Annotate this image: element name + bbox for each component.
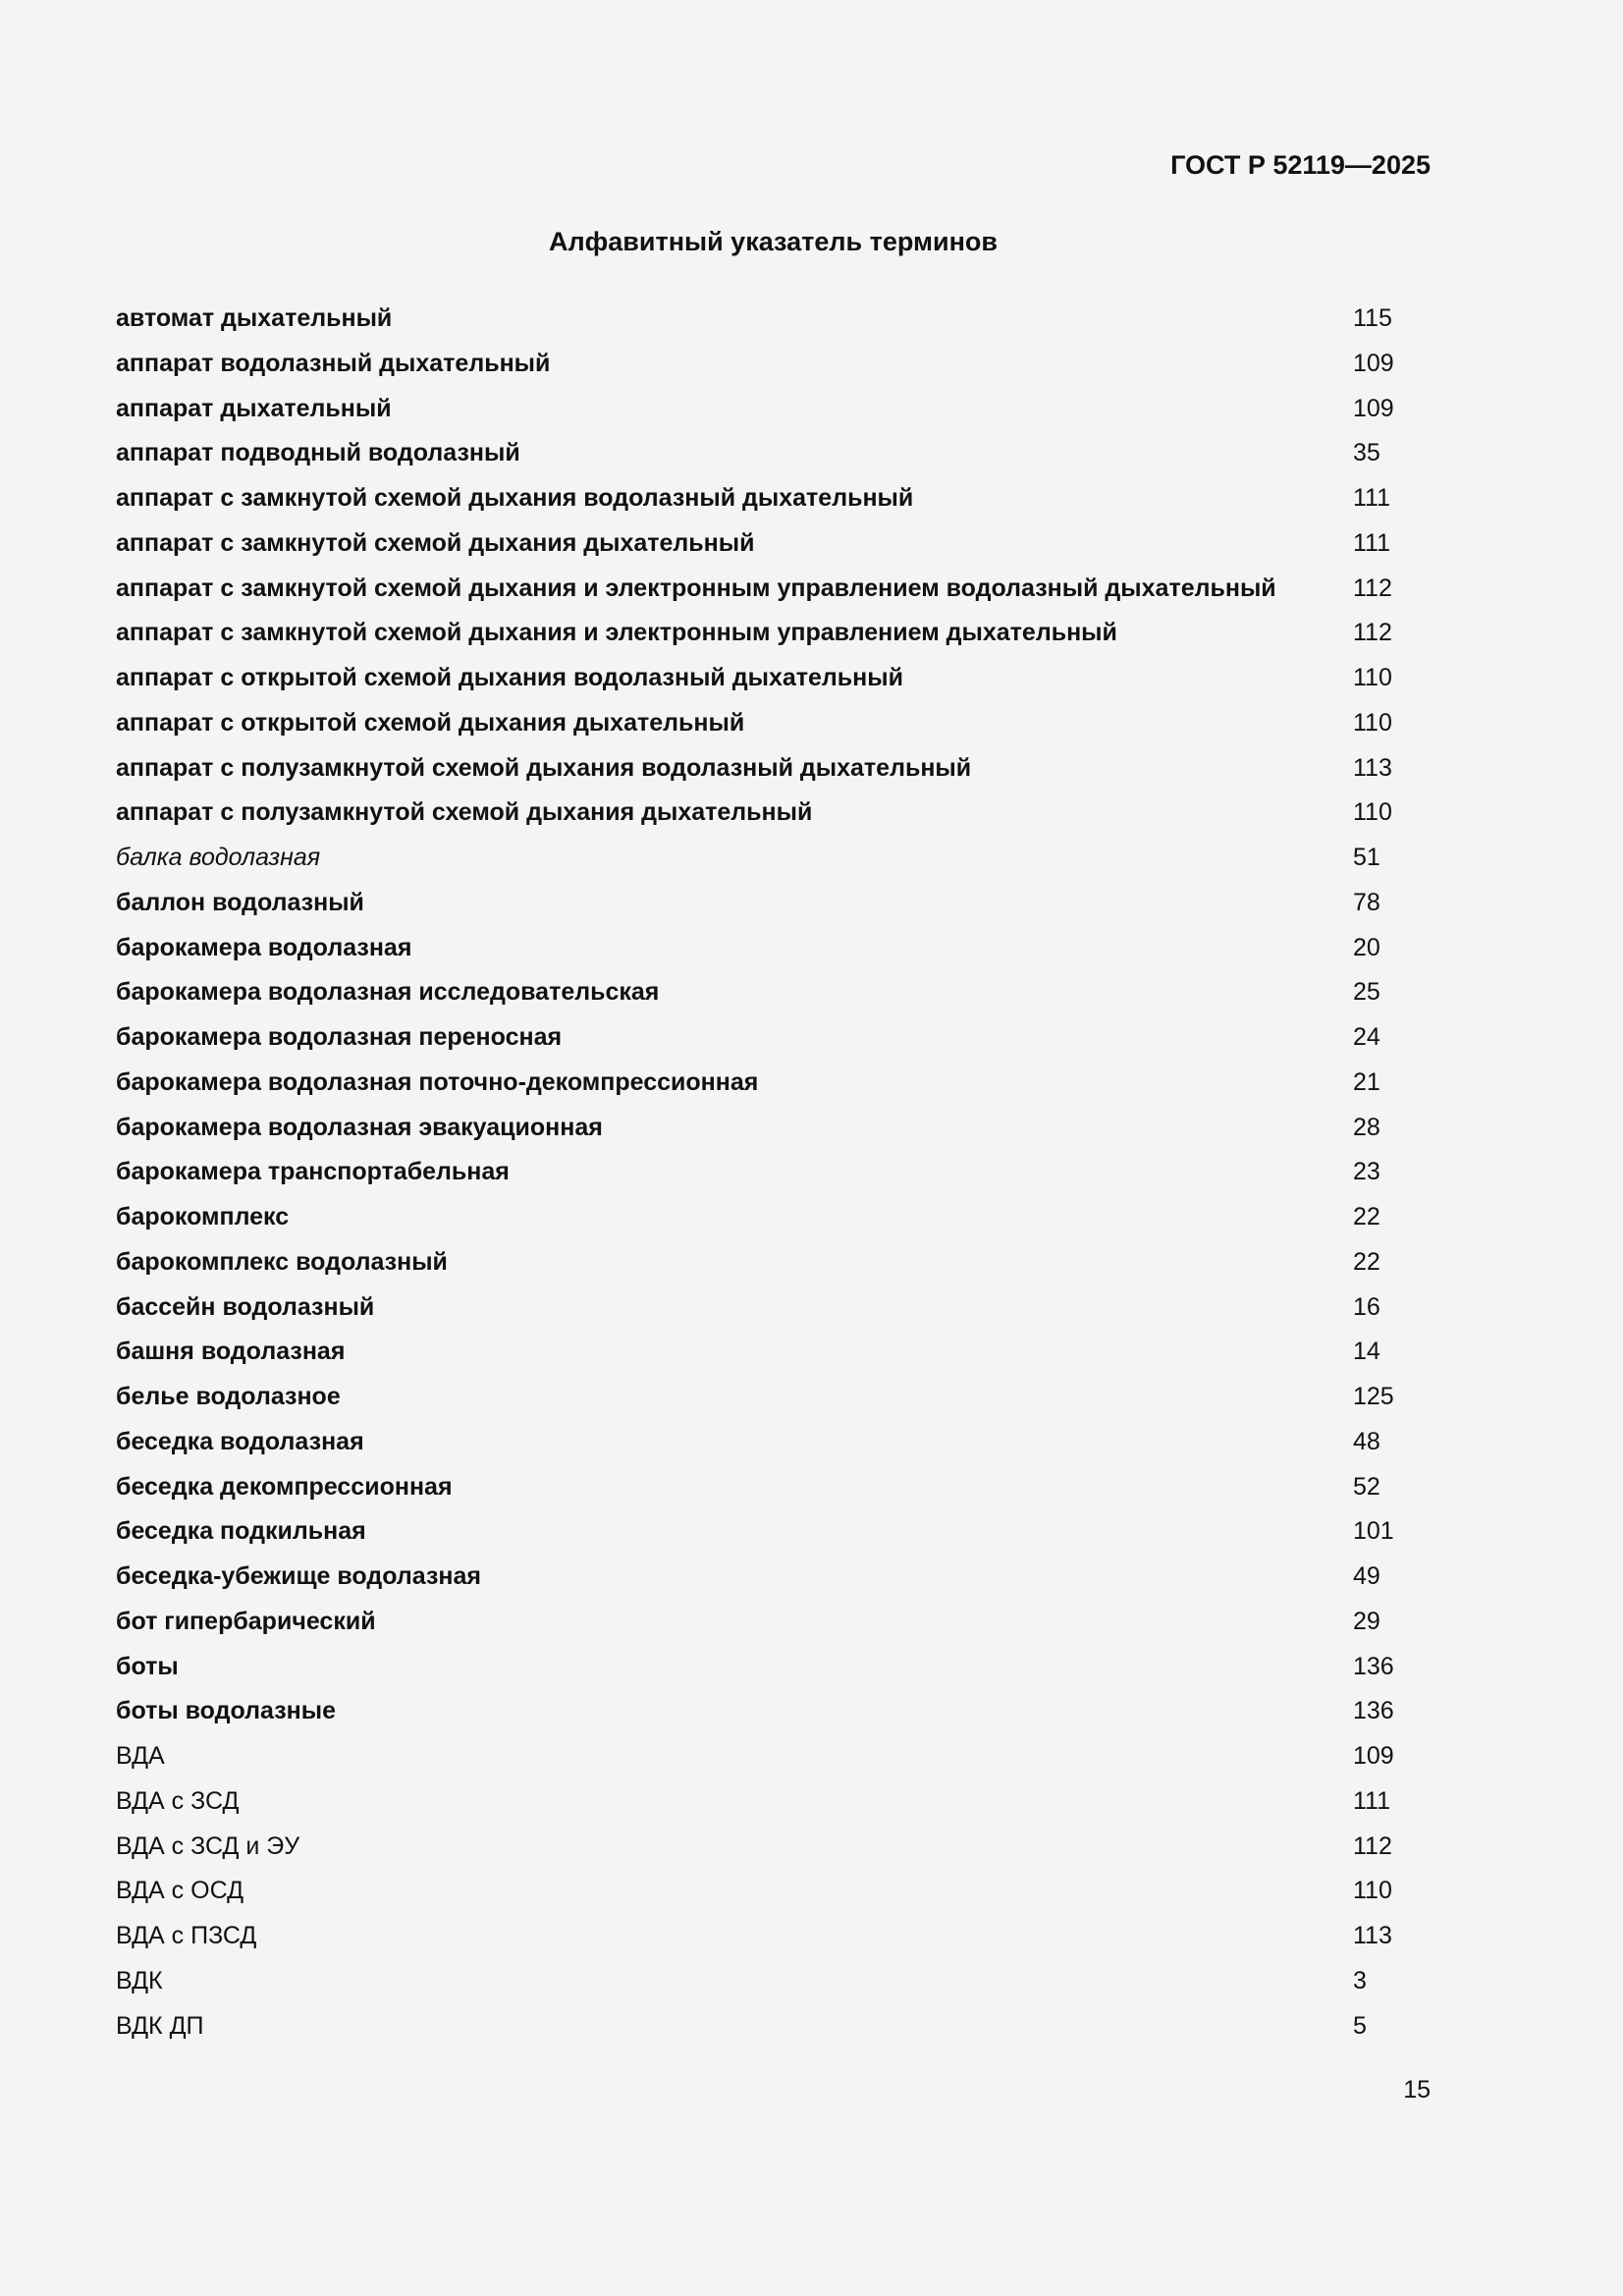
index-row — [116, 1065, 1432, 1110]
index-term: беседка водолазная — [116, 1427, 364, 1455]
index-number: 3 — [1353, 1966, 1367, 1995]
index-row — [116, 1604, 1432, 1649]
index-term: башня водолазная — [116, 1338, 346, 1366]
index-term: ВДА с ПЗСД — [116, 1922, 257, 1949]
index-number: 110 — [1353, 1877, 1392, 1905]
index-term: аппарат с замкнутой схемой дыхания дыхательный — [116, 528, 755, 557]
index-row — [116, 1693, 1432, 1738]
index-term: бассейн водолазный — [116, 1292, 375, 1321]
index-row — [116, 1829, 1432, 1874]
index-number: 110 — [1353, 798, 1392, 827]
index-number: 25 — [1353, 978, 1380, 1007]
index-term: аппарат дыхательный — [116, 394, 392, 422]
index-number: 111 — [1353, 1786, 1391, 1815]
index-number: 112 — [1353, 1831, 1392, 1860]
index-term: аппарат с замкнутой схемой дыхания водолазный дыхательный — [116, 484, 914, 512]
index-row — [116, 1513, 1432, 1558]
index-number: 5 — [1353, 2011, 1367, 2040]
index-number: 113 — [1353, 1922, 1392, 1949]
document-header: ГОСТ Р 52119—2025 — [1170, 150, 1431, 180]
index-number: 16 — [1353, 1292, 1380, 1321]
index-term: барокомплекс водолазный — [116, 1247, 448, 1276]
index-number: 109 — [1353, 349, 1394, 377]
index-number: 111 — [1353, 484, 1391, 512]
index-term: белье водолазное — [116, 1383, 341, 1410]
index-row — [116, 1334, 1432, 1379]
index-row — [116, 525, 1432, 571]
index-number: 23 — [1353, 1158, 1380, 1186]
index-term: барокамера водолазная — [116, 933, 412, 961]
index-number: 28 — [1353, 1113, 1380, 1141]
index-term: автомат дыхательный — [116, 304, 393, 332]
index-term: аппарат подводный водолазный — [116, 439, 520, 467]
index-row — [116, 301, 1432, 346]
index-term: беседка декомпрессионная — [116, 1472, 453, 1501]
index-row — [116, 391, 1432, 436]
index-row — [116, 885, 1432, 930]
index-row — [116, 1289, 1432, 1335]
index-row — [116, 346, 1432, 391]
index-number: 35 — [1353, 439, 1380, 467]
index-row — [116, 571, 1432, 616]
index-term: беседка подкильная — [116, 1517, 366, 1546]
index-row — [116, 1783, 1432, 1829]
index-row — [116, 930, 1432, 975]
index-term: ВДК ДП — [116, 2011, 204, 2040]
index-row — [116, 480, 1432, 525]
index-row — [116, 2008, 1432, 2053]
index-row — [116, 1019, 1432, 1065]
index-number: 136 — [1353, 1697, 1394, 1725]
index-term: аппарат с полузамкнутой схемой дыхания дыхательный — [116, 798, 813, 827]
index-row — [116, 1649, 1432, 1694]
index-row — [116, 615, 1432, 660]
index-number: 109 — [1353, 394, 1394, 422]
index-number: 101 — [1353, 1517, 1394, 1546]
index-row — [116, 1918, 1432, 1963]
index-row — [116, 660, 1432, 705]
index-row — [116, 1558, 1432, 1604]
index-row — [116, 1963, 1432, 2008]
term-index — [116, 301, 1432, 2052]
index-number: 111 — [1353, 528, 1391, 557]
index-row — [116, 1469, 1432, 1514]
index-term: ВДА с ЗСД — [116, 1786, 240, 1815]
index-term: аппарат с открытой схемой дыхания дыхательный — [116, 708, 745, 737]
index-term: ВДА — [116, 1742, 165, 1770]
index-number: 110 — [1353, 664, 1392, 691]
index-number: 52 — [1353, 1472, 1380, 1501]
index-row — [116, 1110, 1432, 1155]
index-number: 110 — [1353, 708, 1392, 737]
index-row — [116, 435, 1432, 480]
index-term: боты водолазные — [116, 1697, 336, 1725]
index-row — [116, 794, 1432, 840]
index-row — [116, 1873, 1432, 1918]
index-number: 112 — [1353, 619, 1392, 647]
index-term: ВДА с ОСД — [116, 1877, 244, 1905]
index-number: 78 — [1353, 888, 1380, 916]
index-row — [116, 750, 1432, 795]
index-term: барокамера водолазная поточно-декомпрессионная — [116, 1067, 759, 1096]
index-number: 115 — [1353, 304, 1392, 332]
index-number: 125 — [1353, 1383, 1394, 1410]
index-row — [116, 1379, 1432, 1424]
index-row — [116, 1244, 1432, 1289]
index-row — [116, 1738, 1432, 1783]
index-number: 21 — [1353, 1067, 1380, 1096]
index-term: аппарат с замкнутой схемой дыхания и электронным управлением дыхательный — [116, 619, 1117, 647]
index-number: 109 — [1353, 1742, 1394, 1770]
page-number: 15 — [1403, 2076, 1431, 2104]
index-term: боты — [116, 1652, 179, 1680]
index-term: барокамера водолазная переносная — [116, 1023, 563, 1051]
index-term: ВДК — [116, 1966, 163, 1995]
index-number: 24 — [1353, 1023, 1380, 1051]
index-term: аппарат с полузамкнутой схемой дыхания водолазный дыхательный — [116, 753, 972, 782]
index-term: ВДА с ЗСД и ЭУ — [116, 1831, 300, 1860]
index-term: аппарат водолазный дыхательный — [116, 349, 551, 377]
index-row — [116, 1424, 1432, 1469]
index-term: балка водолазная — [116, 844, 321, 871]
index-number: 22 — [1353, 1247, 1380, 1276]
index-number: 48 — [1353, 1427, 1380, 1455]
index-number: 51 — [1353, 844, 1380, 871]
index-term: аппарат с замкнутой схемой дыхания и электронным управлением водолазный дыхательный — [116, 574, 1276, 602]
index-number: 49 — [1353, 1562, 1380, 1590]
index-row — [116, 1199, 1432, 1244]
index-number: 136 — [1353, 1652, 1394, 1680]
index-term: барокамера водолазная исследовательская — [116, 978, 660, 1007]
index-term: барокомплекс — [116, 1203, 290, 1230]
index-row — [116, 840, 1432, 885]
index-row — [116, 974, 1432, 1019]
index-term: баллон водолазный — [116, 888, 364, 916]
index-number: 29 — [1353, 1607, 1380, 1635]
index-term: бот гипербарический — [116, 1607, 376, 1635]
index-term: барокамера водолазная эвакуационная — [116, 1113, 603, 1141]
index-number: 112 — [1353, 574, 1392, 602]
index-term: аппарат с открытой схемой дыхания водолазный дыхательный — [116, 664, 903, 691]
index-row — [116, 1154, 1432, 1199]
index-number: 20 — [1353, 933, 1380, 961]
index-number: 14 — [1353, 1338, 1380, 1366]
page-title: Алфавитный указатель терминов — [549, 227, 998, 256]
index-number: 113 — [1353, 753, 1392, 782]
index-term: барокамера транспортабельная — [116, 1158, 510, 1186]
index-term: беседка-убежище водолазная — [116, 1562, 481, 1590]
index-number: 22 — [1353, 1203, 1380, 1230]
index-row — [116, 705, 1432, 750]
